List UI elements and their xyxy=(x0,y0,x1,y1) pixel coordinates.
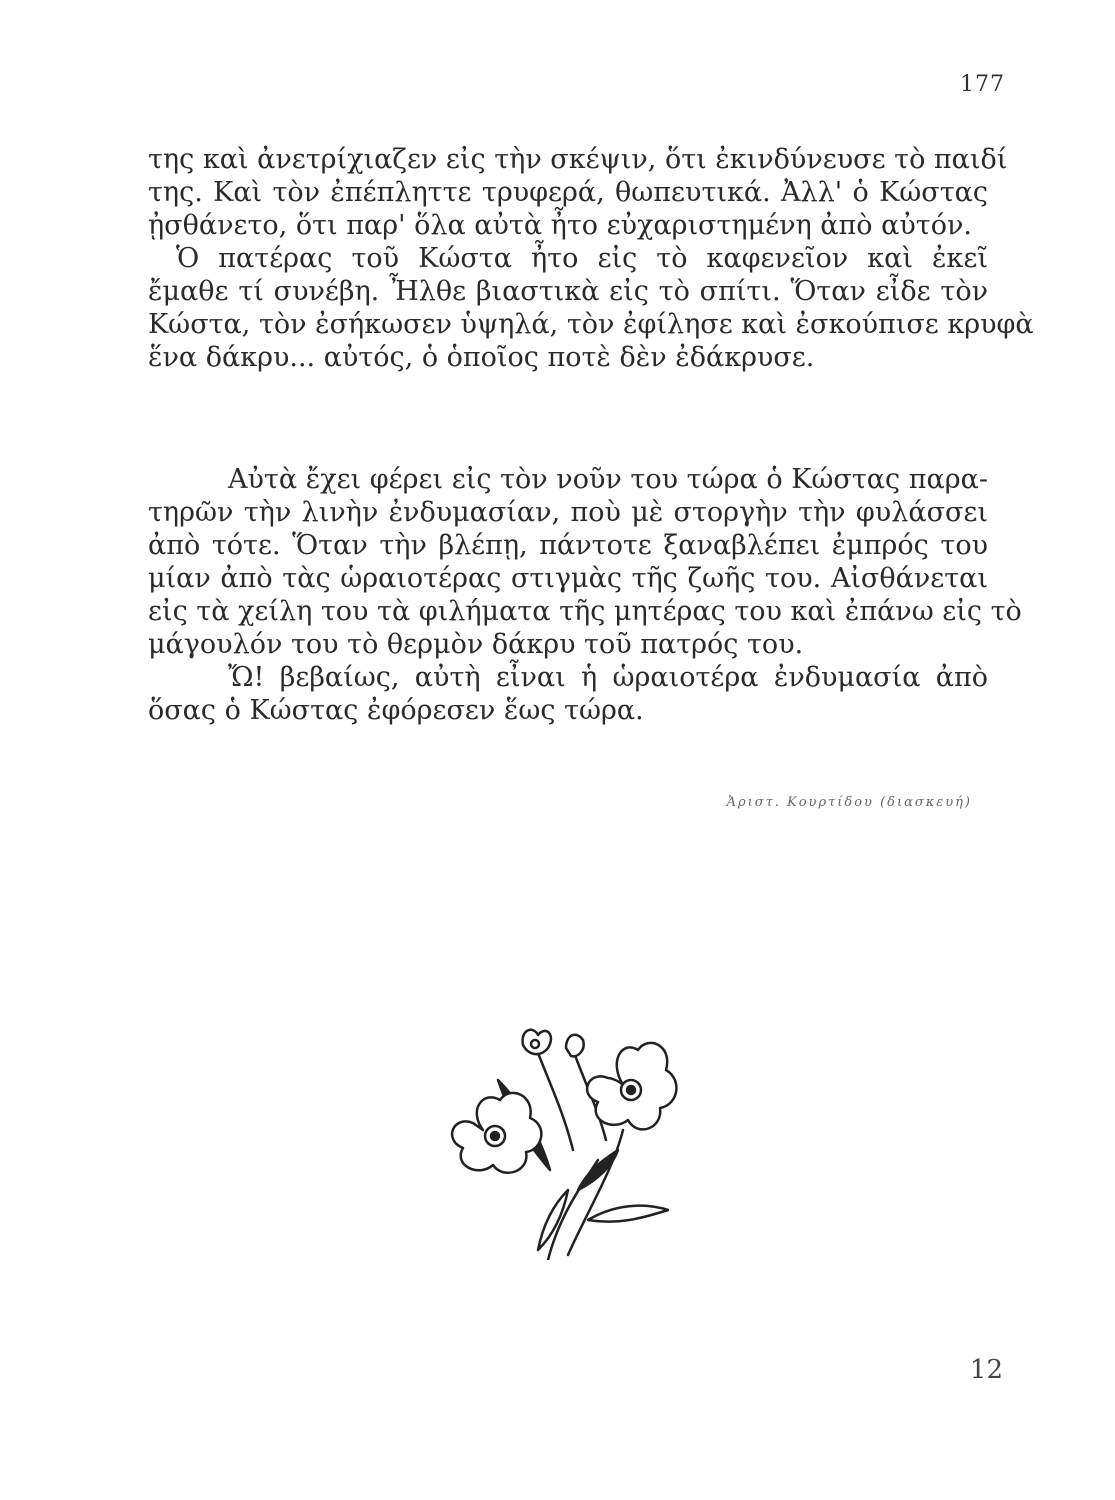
text-line: τηρῶν τὴν λινὴν ἐνδυμασίαν, ποὺ μὲ στοργὴν τὴν φυλάσσει xyxy=(148,497,988,528)
text-line: μίαν ἀπὸ τὰς ὡραιοτέρας στιγμὰς τῆς ζωῆς του. Αἰσθάνεται xyxy=(148,563,988,594)
text-line: ἔμαθε τί συνέβη. Ἦλθε βιαστικὰ εἰς τὸ σπίτι. Ὅταν εἶδε τὸν xyxy=(148,276,988,307)
text-line: εἰς τὰ χείλη του τὰ φιλήματα τῆς μητέρας του καὶ ἐπάνω εἰς τὸ xyxy=(148,596,1022,627)
paragraph-1 xyxy=(148,143,1034,374)
text-line: ὅσας ὁ Κώστας ἐφόρεσεν ἕως τώρα. xyxy=(148,695,644,726)
author-attribution: Ἀριστ. Κουρτίδου (διασκευή) xyxy=(726,795,972,810)
page-number: 177 xyxy=(960,72,1005,97)
text-line: ᾐσθάνετο, ὅτι παρ' ὅλα αὐτὰ ἦτο εὐχαριστημένη ἀπὸ αὐτόν. xyxy=(148,210,972,241)
paragraph-2 xyxy=(148,463,1022,727)
text-line: ἀπὸ τότε. Ὅταν τὴν βλέπῃ, πάντοτε ξαναβλέπει ἐμπρός του xyxy=(148,530,988,561)
text-line: της καὶ ἀνετρίχιαζεν εἰς τὴν σκέψιν, ὅτι ἐκινδύνευσε τὸ παιδί xyxy=(148,144,1008,175)
text-line: της. Καὶ τὸν ἐπέπληττε τρυφερά, θωπευτικά. Ἀλλ' ὁ Κώστας xyxy=(148,177,988,208)
text-line: Ὤ! βεβαίως, αὐτὴ εἶναι ἡ ὡραιοτέρα ἐνδυμασία ἀπὸ xyxy=(228,662,988,693)
text-line: Ὁ πατέρας τοῦ Κώστα ἦτο εἰς τὸ καφενεῖον καὶ ἐκεῖ xyxy=(176,243,988,274)
flower-ornament-icon xyxy=(438,1020,678,1260)
text-line: ἕνα δάκρυ... αὐτός, ὁ ὁποῖος ποτὲ δὲν ἐδάκρυσε. xyxy=(148,342,815,373)
signature-mark: 12 xyxy=(969,1355,1003,1385)
text-line: Κώστα, τὸν ἐσήκωσεν ὑψηλά, τὸν ἐφίλησε καὶ ἐσκούπισε κρυφὰ xyxy=(148,309,1034,340)
text-line: Αὐτὰ ἔχει φέρει εἰς τὸν νοῦν του τώρα ὁ Κώστας παρα- xyxy=(228,464,988,495)
text-line: μάγουλόν του τὸ θερμὸν δάκρυ τοῦ πατρός του. xyxy=(148,629,804,660)
